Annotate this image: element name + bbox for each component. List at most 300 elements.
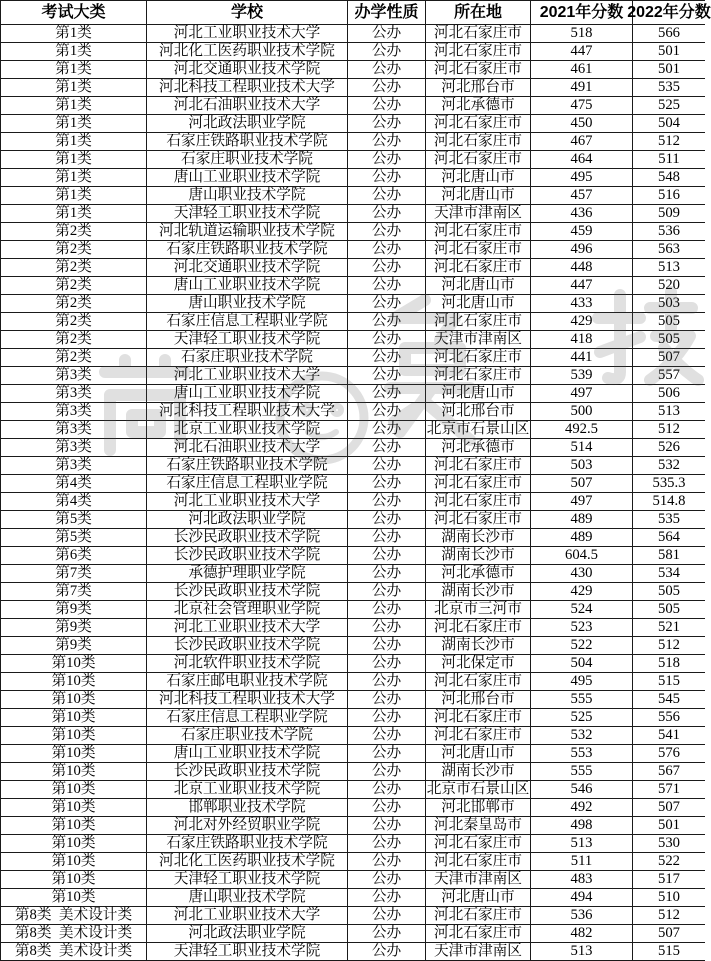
cell-school: 河北交通职业技术学院: [147, 61, 348, 79]
cell-score-2022: 520: [633, 277, 705, 295]
table-row: [0, 781, 705, 799]
cell-school: 石家庄铁路职业技术学院: [147, 241, 348, 259]
cell-location: 河北石家庄市: [426, 853, 531, 871]
cell-school: 石家庄铁路职业技术学院: [147, 835, 348, 853]
cell-category: 第10类: [0, 889, 147, 907]
cell-school-type: 公办: [348, 25, 426, 43]
cell-score-2022: 501: [633, 43, 705, 61]
cell-score-2022: 513: [633, 403, 705, 421]
table-row: [0, 673, 705, 691]
table-row: [0, 475, 705, 493]
cell-school: 邯郸职业技术学院: [147, 799, 348, 817]
cell-score-2021: 450: [531, 115, 633, 133]
cell-score-2022: 563: [633, 241, 705, 259]
table-row: [0, 187, 705, 205]
cell-score-2021: 532: [531, 727, 633, 745]
cell-location: 河北唐山市: [426, 169, 531, 187]
cell-school: 天津轻工职业技术学院: [147, 943, 348, 961]
cell-score-2022: 503: [633, 295, 705, 313]
cell-category: 第10类: [0, 727, 147, 745]
table-row: [0, 835, 705, 853]
table-row: [0, 223, 705, 241]
cell-score-2022: 581: [633, 547, 705, 565]
cell-location: 河北唐山市: [426, 295, 531, 313]
cell-category: 第10类: [0, 673, 147, 691]
cell-location: 河北邢台市: [426, 691, 531, 709]
cell-score-2022: 505: [633, 331, 705, 349]
cell-score-2021: 496: [531, 241, 633, 259]
cell-score-2021: 497: [531, 385, 633, 403]
table-row: [0, 853, 705, 871]
cell-score-2022: 507: [633, 925, 705, 943]
cell-school-type: 公办: [348, 205, 426, 223]
cell-school-type: 公办: [348, 547, 426, 565]
table-row: [0, 241, 705, 259]
cell-category: 第10类: [0, 781, 147, 799]
cell-school: 唐山工业职业技术学院: [147, 745, 348, 763]
cell-school-type: 公办: [348, 187, 426, 205]
cell-location: 河北石家庄市: [426, 241, 531, 259]
cell-category: 第3类: [0, 457, 147, 475]
cell-score-2022: 506: [633, 385, 705, 403]
cell-score-2022: 505: [633, 583, 705, 601]
cell-score-2021: 503: [531, 457, 633, 475]
cell-school: 河北石油职业技术大学: [147, 439, 348, 457]
cell-score-2021: 429: [531, 583, 633, 601]
cell-school-type: 公办: [348, 709, 426, 727]
cell-school-type: 公办: [348, 439, 426, 457]
cell-score-2021: 492.5: [531, 421, 633, 439]
cell-school: 河北政法职业学院: [147, 511, 348, 529]
cell-location: 湖南长沙市: [426, 763, 531, 781]
cell-school: 河北化工医药职业技术学院: [147, 853, 348, 871]
cell-location: 河北邢台市: [426, 79, 531, 97]
cell-school-type: 公办: [348, 79, 426, 97]
cell-school: 河北石油职业技术大学: [147, 97, 348, 115]
cell-score-2021: 513: [531, 835, 633, 853]
cell-category: 第1类: [0, 61, 147, 79]
cell-score-2022: 501: [633, 61, 705, 79]
cell-category: 第1类: [0, 205, 147, 223]
cell-school-type: 公办: [348, 115, 426, 133]
cell-location: 河北承德市: [426, 97, 531, 115]
cell-score-2021: 433: [531, 295, 633, 313]
cell-school: 北京工业职业技术学院: [147, 781, 348, 799]
cell-score-2022: 516: [633, 187, 705, 205]
table-row: [0, 907, 705, 925]
table-row: [0, 727, 705, 745]
cell-category: 第7类: [0, 583, 147, 601]
cell-score-2022: 512: [633, 637, 705, 655]
cell-score-2021: 524: [531, 601, 633, 619]
cell-school-type: 公办: [348, 349, 426, 367]
cell-category: 第8类 美术设计类: [0, 907, 147, 925]
cell-location: 河北承德市: [426, 439, 531, 457]
cell-category: 第1类: [0, 25, 147, 43]
cell-school: 石家庄信息工程职业学院: [147, 709, 348, 727]
table-row: [0, 295, 705, 313]
cell-school-type: 公办: [348, 655, 426, 673]
cell-score-2021: 555: [531, 691, 633, 709]
cell-score-2022: 566: [633, 25, 705, 43]
cell-category: 第1类: [0, 187, 147, 205]
cell-school: 河北轨道运输职业技术学院: [147, 223, 348, 241]
cell-school: 河北软件职业技术学院: [147, 655, 348, 673]
cell-school: 河北对外经贸职业学院: [147, 817, 348, 835]
header-school-type: 办学性质: [348, 1, 426, 25]
cell-category: 第2类: [0, 331, 147, 349]
cell-score-2021: 448: [531, 259, 633, 277]
table-row: [0, 421, 705, 439]
cell-score-2021: 553: [531, 745, 633, 763]
cell-location: 河北石家庄市: [426, 367, 531, 385]
cell-score-2022: 548: [633, 169, 705, 187]
cell-school-type: 公办: [348, 871, 426, 889]
cell-location: 天津市津南区: [426, 943, 531, 961]
table-row: [0, 25, 705, 43]
cell-score-2022: 557: [633, 367, 705, 385]
table-row: [0, 331, 705, 349]
table-row: [0, 367, 705, 385]
cell-category: 第5类: [0, 529, 147, 547]
cell-category: 第10类: [0, 799, 147, 817]
cell-score-2021: 457: [531, 187, 633, 205]
table-row: [0, 583, 705, 601]
header-school: 学校: [147, 1, 348, 25]
header-category: 考试大类: [0, 1, 147, 25]
cell-category: 第2类: [0, 313, 147, 331]
cell-score-2021: 430: [531, 565, 633, 583]
cell-score-2021: 494: [531, 889, 633, 907]
cell-location: 河北石家庄市: [426, 457, 531, 475]
cell-school-type: 公办: [348, 745, 426, 763]
cell-school-type: 公办: [348, 277, 426, 295]
table-row: [0, 709, 705, 727]
table-row: [0, 439, 705, 457]
cell-score-2022: 513: [633, 259, 705, 277]
cell-location: 河北石家庄市: [426, 511, 531, 529]
cell-category: 第2类: [0, 223, 147, 241]
cell-location: 河北石家庄市: [426, 349, 531, 367]
cell-school-type: 公办: [348, 943, 426, 961]
cell-score-2021: 518: [531, 25, 633, 43]
table-row: [0, 655, 705, 673]
cell-location: 天津市津南区: [426, 331, 531, 349]
cell-school: 长沙民政职业技术学院: [147, 529, 348, 547]
cell-category: 第10类: [0, 871, 147, 889]
cell-school-type: 公办: [348, 619, 426, 637]
cell-score-2022: 505: [633, 601, 705, 619]
cell-score-2021: 492: [531, 799, 633, 817]
cell-location: 北京市石景山区: [426, 421, 530, 438]
cell-school: 唐山工业职业技术学院: [147, 169, 348, 187]
cell-location: 河北石家庄市: [426, 907, 531, 925]
cell-category: 第9类: [0, 637, 147, 655]
cell-school-type: 公办: [348, 727, 426, 745]
cell-location: 河北石家庄市: [426, 709, 531, 727]
cell-score-2022: 522: [633, 853, 705, 871]
cell-school-type: 公办: [348, 907, 426, 925]
cell-location: 河北石家庄市: [426, 151, 531, 169]
cell-score-2022: 576: [633, 745, 705, 763]
cell-school-type: 公办: [348, 61, 426, 79]
cell-school: 河北工业职业技术大学: [147, 493, 348, 511]
cell-score-2021: 513: [531, 943, 633, 961]
cell-location: 河北唐山市: [426, 385, 531, 403]
cell-location: 河北石家庄市: [426, 133, 531, 151]
cell-school-type: 公办: [348, 133, 426, 151]
cell-score-2021: 429: [531, 313, 633, 331]
cell-score-2022: 512: [633, 421, 705, 439]
cell-school-type: 公办: [348, 529, 426, 547]
table-row: [0, 529, 705, 547]
table-row: [0, 799, 705, 817]
cell-score-2022: 526: [633, 439, 705, 457]
table-row: [0, 619, 705, 637]
cell-score-2022: 556: [633, 709, 705, 727]
cell-school: 河北交通职业技术学院: [147, 259, 348, 277]
table-row: [0, 817, 705, 835]
cell-score-2022: 535: [633, 511, 705, 529]
table-row: [0, 313, 705, 331]
cell-score-2021: 523: [531, 619, 633, 637]
cell-score-2022: 525: [633, 97, 705, 115]
cell-location: 河北石家庄市: [426, 313, 531, 331]
header-score-2022: 2022年分数: [633, 1, 705, 25]
table-row: [0, 277, 705, 295]
table-body: [0, 25, 705, 961]
cell-location: 河北保定市: [426, 655, 531, 673]
cell-school-type: 公办: [348, 151, 426, 169]
cell-school-type: 公办: [348, 259, 426, 277]
cell-score-2021: 489: [531, 529, 633, 547]
cell-school: 唐山工业职业技术学院: [147, 385, 348, 403]
cell-score-2021: 461: [531, 61, 633, 79]
cell-location: 湖南长沙市: [426, 529, 531, 547]
cell-score-2021: 507: [531, 475, 633, 493]
cell-location: 河北唐山市: [426, 889, 531, 907]
cell-school-type: 公办: [348, 925, 426, 943]
cell-school-type: 公办: [348, 853, 426, 871]
cell-score-2022: 504: [633, 115, 705, 133]
cell-school: 石家庄邮电职业技术学院: [147, 673, 348, 691]
cell-category: 第1类: [0, 133, 147, 151]
cell-school: 长沙民政职业技术学院: [147, 547, 348, 565]
table-row: [0, 925, 705, 943]
cell-school: 天津轻工职业技术学院: [147, 205, 348, 223]
cell-school-type: 公办: [348, 565, 426, 583]
cell-category: 第3类: [0, 421, 147, 439]
cell-location: 河北石家庄市: [426, 259, 531, 277]
table-row: [0, 349, 705, 367]
cell-school: 河北工业职业技术大学: [147, 619, 348, 637]
cell-location: 河北邯郸市: [426, 799, 531, 817]
cell-score-2021: 500: [531, 403, 633, 421]
cell-school-type: 公办: [348, 673, 426, 691]
cell-location: 河北石家庄市: [426, 25, 531, 43]
table-row: [0, 43, 705, 61]
cell-score-2022: 545: [633, 691, 705, 709]
cell-category: 第3类: [0, 385, 147, 403]
cell-school-type: 公办: [348, 691, 426, 709]
cell-school: 河北科技工程职业技术大学: [147, 79, 348, 97]
cell-location: 河北唐山市: [426, 277, 531, 295]
cell-school: 石家庄信息工程职业学院: [147, 313, 348, 331]
cell-category: 第4类: [0, 475, 147, 493]
cell-score-2022: 505: [633, 313, 705, 331]
cell-school: 河北工业职业技术大学: [147, 367, 348, 385]
cell-score-2022: 567: [633, 763, 705, 781]
cell-category: 第2类: [0, 277, 147, 295]
cell-score-2022: 571: [633, 781, 705, 799]
cell-category: 第5类: [0, 511, 147, 529]
table-row: [0, 97, 705, 115]
table-row: [0, 565, 705, 583]
cell-school: 石家庄职业技术学院: [147, 349, 348, 367]
table-row: [0, 61, 705, 79]
cell-location: 天津市津南区: [426, 871, 531, 889]
cell-category: 第1类: [0, 79, 147, 97]
cell-school: 河北科技工程职业技术大学: [147, 403, 348, 421]
cell-score-2021: 441: [531, 349, 633, 367]
cell-school-type: 公办: [348, 583, 426, 601]
cell-score-2021: 539: [531, 367, 633, 385]
cell-category: 第8类 美术设计类: [0, 925, 147, 943]
cell-score-2021: 475: [531, 97, 633, 115]
cell-location: 河北石家庄市: [426, 493, 531, 511]
cell-score-2022: 501: [633, 817, 705, 835]
cell-location: 河北石家庄市: [426, 61, 531, 79]
cell-location: 河北石家庄市: [426, 43, 531, 61]
cell-school-type: 公办: [348, 403, 426, 421]
cell-location: 河北石家庄市: [426, 835, 531, 853]
cell-category: 第1类: [0, 169, 147, 187]
cell-school-type: 公办: [348, 781, 426, 799]
table-row: [0, 205, 705, 223]
table-row: [0, 943, 705, 961]
cell-category: 第3类: [0, 367, 147, 385]
cell-score-2022: 512: [633, 133, 705, 151]
cell-score-2022: 536: [633, 223, 705, 241]
header-score-2021: 2021年分数: [531, 1, 633, 25]
cell-location: 天津市津南区: [426, 205, 531, 223]
cell-school: 石家庄职业技术学院: [147, 727, 348, 745]
cell-category: 第10类: [0, 853, 147, 871]
cell-category: 第1类: [0, 43, 147, 61]
cell-score-2022: 512: [633, 907, 705, 925]
cell-school-type: 公办: [348, 223, 426, 241]
cell-score-2021: 498: [531, 817, 633, 835]
cell-score-2022: 509: [633, 205, 705, 223]
cell-school-type: 公办: [348, 511, 426, 529]
table-row: [0, 169, 705, 187]
cell-score-2021: 504: [531, 655, 633, 673]
table-row: [0, 637, 705, 655]
cell-category: 第10类: [0, 691, 147, 709]
cell-school-type: 公办: [348, 817, 426, 835]
table-row: [0, 493, 705, 511]
table-row: [0, 547, 705, 565]
cell-school: 唐山职业技术学院: [147, 187, 348, 205]
cell-category: 第2类: [0, 295, 147, 313]
cell-score-2022: 507: [633, 799, 705, 817]
cell-school-type: 公办: [348, 295, 426, 313]
cell-school-type: 公办: [348, 385, 426, 403]
cell-category: 第3类: [0, 403, 147, 421]
cell-school: 河北政法职业学院: [147, 115, 348, 133]
table-header-row: [0, 1, 711, 25]
table-row: [0, 79, 705, 97]
cell-score-2021: 489: [531, 511, 633, 529]
cell-category: 第10类: [0, 835, 147, 853]
table-row: [0, 457, 705, 475]
cell-category: 第1类: [0, 115, 147, 133]
cell-category: 第10类: [0, 709, 147, 727]
cell-location: 湖南长沙市: [426, 547, 531, 565]
cell-score-2022: 511: [633, 151, 705, 169]
cell-school-type: 公办: [348, 763, 426, 781]
cell-category: 第10类: [0, 745, 147, 763]
cell-location: 河北唐山市: [426, 187, 531, 205]
table-row: [0, 151, 705, 169]
cell-location: 河北石家庄市: [426, 673, 531, 691]
cell-location: 河北石家庄市: [426, 475, 531, 493]
header-location: 所在地: [426, 1, 531, 25]
cell-school-type: 公办: [348, 97, 426, 115]
cell-school-type: 公办: [348, 889, 426, 907]
cell-school-type: 公办: [348, 799, 426, 817]
cell-score-2022: 517: [633, 871, 705, 889]
table-row: [0, 511, 705, 529]
cell-school: 河北科技工程职业技术大学: [147, 691, 348, 709]
cell-school: 唐山工业职业技术学院: [147, 277, 348, 295]
cell-school-type: 公办: [348, 475, 426, 493]
cell-school-type: 公办: [348, 43, 426, 61]
cell-score-2022: 534: [633, 565, 705, 583]
cell-school: 河北工业职业技术大学: [147, 907, 348, 925]
cell-score-2022: 521: [633, 619, 705, 637]
cell-score-2022: 515: [633, 673, 705, 691]
cell-location: 河北承德市: [426, 565, 531, 583]
cell-school: 石家庄信息工程职业学院: [147, 475, 348, 493]
cell-school: 长沙民政职业技术学院: [147, 763, 348, 781]
cell-score-2021: 491: [531, 79, 633, 97]
cell-school-type: 公办: [348, 601, 426, 619]
table-row: [0, 385, 705, 403]
cell-school-type: 公办: [348, 313, 426, 331]
cell-score-2022: 532: [633, 457, 705, 475]
cell-location: 河北石家庄市: [426, 619, 531, 637]
cell-location: 河北石家庄市: [426, 925, 531, 943]
cell-score-2021: 495: [531, 673, 633, 691]
cell-school: 天津轻工职业技术学院: [147, 331, 348, 349]
table-row: [0, 763, 705, 781]
cell-school: 河北化工医药职业技术学院: [147, 43, 348, 61]
cell-score-2021: 459: [531, 223, 633, 241]
cell-category: 第10类: [0, 655, 147, 673]
cell-score-2021: 546: [531, 781, 633, 799]
cell-location: 河北石家庄市: [426, 727, 531, 745]
cell-location: 河北石家庄市: [426, 223, 531, 241]
cell-school: 北京社会管理职业学院: [147, 601, 348, 619]
cell-school: 河北政法职业学院: [147, 925, 348, 943]
cell-category: 第2类: [0, 241, 147, 259]
cell-score-2021: 536: [531, 907, 633, 925]
cell-score-2021: 464: [531, 151, 633, 169]
table-row: [0, 115, 705, 133]
cell-school: 唐山职业技术学院: [147, 889, 348, 907]
cell-score-2022: 535: [633, 79, 705, 97]
